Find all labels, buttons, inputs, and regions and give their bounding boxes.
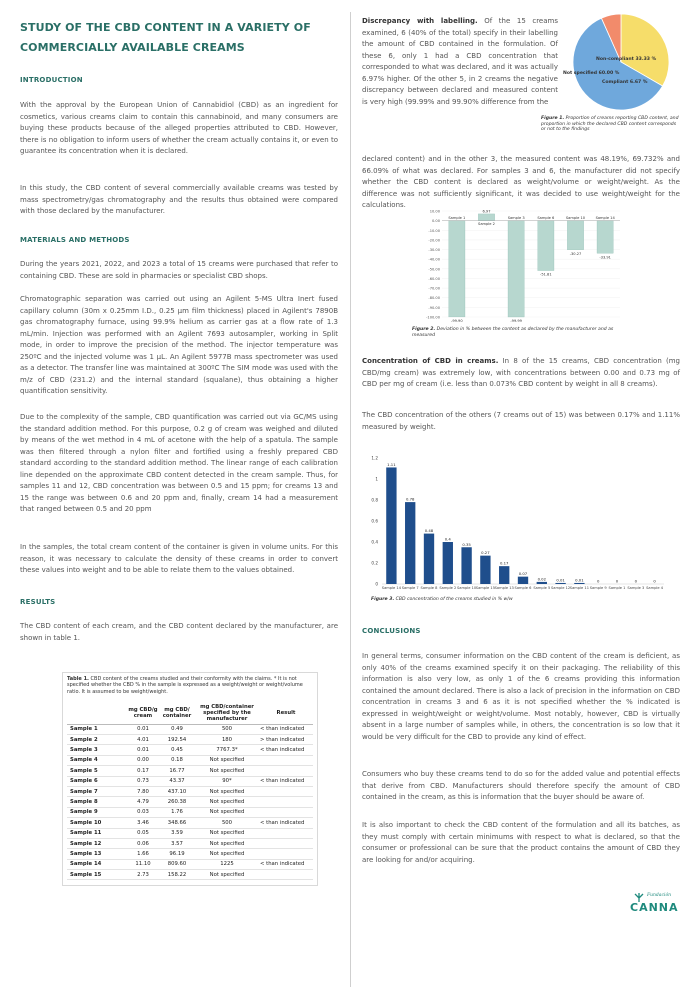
bar-value-label: 0.27	[481, 550, 490, 556]
table-cell: 158.22	[159, 870, 195, 880]
table-cell: 0.17	[127, 766, 159, 776]
table-cell: 0.00	[127, 755, 159, 765]
bar-value-label: -99.90	[451, 318, 463, 323]
logo-title: CANNA	[630, 901, 679, 914]
methods-paragraph-3: Due to the complexity of the sample, CBD quantification was carried out via GC/MS using the standard addition method. For this purpose, 0.2 g of cream was weighed and diluted by means of the wet method in 4 mL of acetone with the help of a spatula. The sample was then filtered through a nylon filter and fortified using a freshly prepared CBD standard according to the standard addition method. The linear range of each calibration line depended on the approximate CBD content detected in the cream sample. Thus, for samples 11 and 12, CBD concentration was between 0.5 and 15 ppm; for creams 13 and 15 the range was between 0.6 and 20 ppm and, finally, cream 14 had a measurement that ranged between 0.5 and 20 ppm	[20, 413, 338, 513]
x-category-label: Sample 14	[381, 586, 402, 590]
x-category-label: Sample 10	[565, 216, 586, 221]
table-cell: 0.18	[159, 755, 195, 765]
y-tick-label: 0.00	[431, 219, 440, 224]
table-cell: 809.60	[159, 859, 195, 869]
bar-value-label: -30.27	[569, 251, 582, 256]
table-cell: 43.37	[159, 776, 195, 786]
row-label: Sample 15	[67, 870, 127, 880]
table-cell: 1.76	[159, 807, 195, 817]
figure-1-pie-chart	[558, 10, 684, 120]
discrepancy-lead: Discrepancy with labelling.	[362, 17, 478, 25]
table-cell: 0.73	[127, 776, 159, 786]
x-category-label: Sample 3	[627, 586, 645, 590]
deviation-bar	[508, 221, 524, 317]
table-row	[67, 849, 313, 859]
x-category-label: Sample 10	[456, 586, 477, 590]
x-category-label: Sample 1	[608, 586, 626, 590]
y-tick-label: -70.00	[428, 286, 440, 291]
table-cell: 0.01	[127, 724, 159, 734]
row-label: Sample 12	[67, 838, 127, 848]
table-row	[67, 797, 313, 807]
methods-heading: MATERIALS AND METHODS	[20, 236, 130, 244]
table-cell: 0.45	[159, 745, 195, 755]
bar-value-label: 0.17	[499, 560, 509, 566]
bar-value-label: 0.78	[405, 496, 415, 502]
y-tick-label: -20.00	[428, 238, 440, 243]
bar-value-label: -33.91	[599, 255, 611, 260]
bar-value-label: 6.97	[482, 209, 491, 214]
table-cell: 7.80	[127, 786, 159, 796]
bar-value-label: 0.01	[575, 577, 584, 583]
x-category-label: Sample 15	[475, 586, 496, 590]
x-category-label: Sample 2	[478, 221, 495, 226]
table-cell: 0.49	[159, 724, 195, 734]
table-cell: < than indicated	[259, 745, 313, 755]
row-label: Sample 3	[67, 745, 127, 755]
x-category-label: Sample 14	[595, 216, 615, 221]
table-cell: < than indicated	[259, 859, 313, 869]
concentration-text: In 8 of the 15 creams, CBD concentration (mg CBD/mg cream) was extremely low, with concentrations between 0.00 and 0.73 mg of CBD per mg of cream (i.e. less than 0.073% CBD content by weight in all 8 creams).	[362, 357, 680, 388]
figure-1-caption	[541, 116, 681, 133]
logo-subtitle: Fundación	[647, 893, 672, 898]
figure-3-caption-label: Figure 3.	[371, 597, 395, 602]
y-tick-label: -40.00	[428, 257, 440, 262]
table-cell: 3.46	[127, 818, 159, 828]
table-cell: 180	[195, 735, 259, 745]
table-cell: Not specified	[195, 786, 259, 796]
methods-paragraph-1: During the years 2021, 2022, and 2023 a total of 15 creams were purchased that refer to containing CBD. These are sold in pharmacies or specialist CBD shops.	[20, 260, 338, 280]
bar-value-label: -51.81	[540, 272, 552, 277]
table-cell: 0.05	[127, 828, 159, 838]
row-label: Sample 8	[67, 797, 127, 807]
x-category-label: Sample 6	[514, 586, 532, 590]
y-tick-label: -50.00	[428, 267, 440, 272]
bar-value-label: 0	[615, 578, 619, 584]
table-cell: Not specified	[195, 870, 259, 880]
y-tick-label: -60.00	[428, 276, 440, 281]
y-tick-label: 1	[375, 476, 378, 482]
table-cell	[259, 786, 313, 796]
bar-value-label: 0.01	[556, 577, 565, 583]
results-paragraph-1: The CBD content of each cream, and the CBD content declared by the manufacturer, are shown in table 1.	[20, 622, 338, 642]
discrepancy-paragraph-cont: declared content) and in the other 3, the measured content was 48.19%, 69.732% and 66.09% of what was declared. For samples 3 and 6, the manufacturer did not specify whether the CBD content is declared as weight/volume or weight/weight. As the difference was not sufficiently significant, it was decided to use weight/weight for the calculations.	[362, 155, 680, 209]
figure-1-caption-text: Proportion of creams reporting CBD content, and proportion in which the declared CBD content corresponds or not to the findings	[541, 116, 679, 133]
table-cell: 500	[195, 724, 259, 734]
row-label: Sample 4	[67, 755, 127, 765]
concentration-bar	[480, 556, 490, 584]
x-category-label: Sample 12	[550, 586, 571, 590]
cbd-table	[67, 703, 313, 880]
intro-paragraph-1: With the approval by the European Union of Cannabidiol (CBD) as an ingredient for cosmetics, various creams claim to contain this cannabinoid, and many consumers are buying these products because of the alleged properties attributed to CBD. However, there is no obligation to inform users of whether the cream actually contains it, or even to guarantee its concentration when it is declared.	[20, 101, 338, 155]
x-category-label: Sample 3	[507, 216, 525, 221]
table-1-caption-text: CBD content of the creams studied and their conformity with the claims. * It is not specified whether the CBD % in the sample is expressed as a weight/weight or weight/volume ratio. It is assumed to be weight/weight.	[67, 676, 303, 695]
table-cell: 3.59	[159, 828, 195, 838]
table-cell: 0.01	[127, 745, 159, 755]
y-tick-label: 10.00	[429, 209, 440, 214]
y-tick-label: -10.00	[428, 228, 440, 233]
table-cell: 1225	[195, 859, 259, 869]
bar-value-label: 0	[596, 578, 600, 584]
table-cell: 16.77	[159, 766, 195, 776]
table-cell: 3.57	[159, 838, 195, 848]
table-1-caption	[67, 676, 313, 695]
pie-label: Non-compliant 33.33 %	[596, 57, 657, 62]
row-label: Sample 7	[67, 786, 127, 796]
deviation-bar	[567, 221, 583, 250]
table-cell: < than indicated	[259, 818, 313, 828]
concentration-bar	[461, 547, 471, 584]
concentration-bar	[424, 534, 434, 584]
table-header: Result	[259, 703, 313, 724]
methods-paragraph-4: In the samples, the total cream content of the container is given in volume units. For this reason, it was necessary to calculate the density of these creams in order to convert these values into weight and to be able to relate them to the values obtained.	[20, 543, 338, 574]
fundacion-canna-logo	[630, 893, 690, 933]
intro-heading: INTRODUCTION	[20, 76, 83, 84]
row-label: Sample 13	[67, 849, 127, 859]
x-category-label: Sample 5	[533, 586, 551, 590]
table-cell	[259, 838, 313, 848]
row-label: Sample 14	[67, 859, 127, 869]
column-divider	[350, 12, 351, 987]
y-tick-label: -80.00	[428, 296, 440, 301]
table-cell: Not specified	[195, 797, 259, 807]
page-title	[20, 18, 320, 58]
y-tick-label: 1.2	[371, 455, 378, 461]
table-row	[67, 786, 313, 796]
x-category-label: Sample 8	[420, 586, 438, 590]
bar-value-label: 0.02	[537, 576, 547, 582]
table-cell	[259, 849, 313, 859]
table-cell: < than indicated	[259, 724, 313, 734]
row-label: Sample 10	[67, 818, 127, 828]
table-cell: Not specified	[195, 849, 259, 859]
table-header: mg CBD/g cream	[127, 703, 159, 724]
concentration-bar	[443, 542, 453, 584]
y-tick-label: 0	[375, 581, 378, 587]
table-cell	[259, 766, 313, 776]
y-tick-label: 0.4	[371, 539, 378, 545]
table-cell	[259, 755, 313, 765]
y-tick-label: 0.8	[371, 497, 378, 503]
table-cell: 96.19	[159, 849, 195, 859]
x-category-label: Sample 6	[537, 216, 555, 221]
table-cell: 437.10	[159, 786, 195, 796]
bar-value-label: 0	[634, 578, 638, 584]
discrepancy-text: Of the 15 creams examined, 6 (40% of the total) specify in their labelling the amount of CBD contained in the formulation. Of these 6, only 1 had a CBD concentration that corresponded to what was declared, and it was actually 6.97% higher. Of the other 5, in 2 creams the negative discrepancy between declared and measured content is very high (99.99% and 99.90% difference from the	[362, 17, 558, 106]
table-cell: 260.38	[159, 797, 195, 807]
deviation-bar	[449, 221, 465, 317]
title-line-1: STUDY OF THE CBD CONTENT IN A VARIETY OF	[20, 21, 311, 34]
table-cell: 4.79	[127, 797, 159, 807]
table-cell: 11.10	[127, 859, 159, 869]
conclusions-paragraph-1: In general terms, consumer information on the CBD content of the cream is deficient, as only 40% of the creams examined specify it on their packaging. The reliability of this information is also very low, as only 1 of the 6 creams providing this information contained the amount declared. There is also a lack of precision in the information on CBD concentration in creams 3 and 6 as it is not specified whether the % indicated is expressed in weight/weight or weight/volume. Most notably, however, CBD is virtually absent in a large number of samples while, in others, the concentration is so low that it would be very difficult for the CBD to provide any kind of effect.	[362, 652, 680, 741]
table-cell: 348.66	[159, 818, 195, 828]
conclusions-heading: CONCLUSIONS	[362, 627, 421, 635]
concentration-paragraph-2: The CBD concentration of the others (7 creams out of 15) was between 0.17% and 1.11% measured by weight.	[362, 411, 680, 431]
table-cell: 500	[195, 818, 259, 828]
table-cell: Not specified	[195, 766, 259, 776]
title-line-2: COMMERCIALLY AVAILABLE CREAMS	[20, 41, 245, 54]
table-cell: Not specified	[195, 807, 259, 817]
table-cell	[259, 807, 313, 817]
deviation-bar	[597, 221, 613, 254]
conclusions-paragraph-3: It is also important to check the CBD content of the formulation and all its batches, as they must comply with certain minimums with respect to what is declared, so that the consumer or professional can be sure that the product contains the amount of CBD they are looking for and/or acquiring.	[362, 821, 680, 864]
figure-2-caption-text: Deviation in % between the content as declared by the manufacturer and as measured	[412, 327, 614, 338]
table-header: mg CBD/ container	[159, 703, 195, 724]
table-cell: 0.03	[127, 807, 159, 817]
y-tick-label: -90.00	[428, 305, 440, 310]
discrepancy-paragraph	[362, 16, 558, 108]
table-cell: 0.06	[127, 838, 159, 848]
row-label: Sample 6	[67, 776, 127, 786]
table-cell	[259, 797, 313, 807]
table-row	[67, 807, 313, 817]
figure-2-caption	[412, 327, 637, 338]
x-category-label: Sample 9	[589, 586, 607, 590]
table-row	[67, 870, 313, 880]
table-row	[67, 828, 313, 838]
bar-value-label: 0	[653, 578, 656, 584]
row-label: Sample 9	[67, 807, 127, 817]
table-row	[67, 859, 313, 869]
table-cell: Not specified	[195, 755, 259, 765]
table-row	[67, 755, 313, 765]
concentration-bar	[386, 467, 396, 584]
table-cell: 90*	[195, 776, 259, 786]
row-label: Sample 11	[67, 828, 127, 838]
table-row	[67, 724, 313, 734]
pie-label: Compliant 6.67 %	[602, 80, 648, 85]
table-1-box	[62, 672, 318, 886]
figure-2-deviation-chart	[420, 205, 625, 325]
concentration-bar	[499, 566, 509, 584]
row-label: Sample 1	[67, 724, 127, 734]
x-category-label: Sample 4	[646, 586, 664, 590]
bar-value-label: 0.48	[424, 528, 434, 534]
y-tick-label: -100.00	[426, 315, 440, 320]
y-tick-label: 0.2	[371, 560, 378, 566]
intro-paragraph-2: In this study, the CBD content of several commercially available creams was tested by mass spectrometry/gas chromatography and the results thus obtained were compared with those declared by the manufacturer.	[20, 184, 338, 215]
concentration-bar	[574, 583, 584, 584]
table-cell: 7767.3*	[195, 745, 259, 755]
x-category-label: Sample 2	[439, 586, 457, 590]
bar-value-label: 1.11	[387, 461, 396, 467]
table-cell: 2.73	[127, 870, 159, 880]
concentration-bar	[537, 582, 547, 584]
x-category-label: Sample 13	[494, 586, 514, 590]
table-cell: 192.54	[159, 735, 195, 745]
table-cell	[259, 870, 313, 880]
figure-3-caption	[371, 597, 571, 603]
table-row	[67, 735, 313, 745]
conclusions-paragraph-2: Consumers who buy these creams tend to do so for the added value and potential effects that derive from CBD. Manufacturers should therefore specify the amount of CBD contained in the cream, as this is information that the buyer should be aware of.	[362, 770, 680, 801]
concentration-paragraph-1	[362, 356, 680, 391]
table-cell: Not specified	[195, 828, 259, 838]
bar-value-label: 0.07	[518, 571, 528, 577]
table-header: mg CBD/container specified by the manufacturer	[195, 703, 259, 724]
table-cell: Not specified	[195, 838, 259, 848]
table-cell: 1.66	[127, 849, 159, 859]
table-1-caption-label: Table 1.	[67, 676, 89, 682]
concentration-bar	[555, 583, 565, 584]
pie-label: Not specified 60.00 %	[563, 71, 620, 76]
deviation-bar	[538, 221, 554, 271]
concentration-bar	[518, 577, 528, 584]
row-label: Sample 5	[67, 766, 127, 776]
concentration-lead: Concentration of CBD in creams.	[362, 357, 499, 365]
table-row	[67, 818, 313, 828]
table-cell: 4.01	[127, 735, 159, 745]
table-row	[67, 766, 313, 776]
table-row	[67, 745, 313, 755]
y-tick-label: 0.6	[371, 518, 378, 524]
methods-paragraph-2: Chromatographic separation was carried out using an Agilent 5-MS Ultra Inert fused capillary column (30m x 0.25mm I.D., 0.25 µm film thickness) placed in Agilent's 7890B gas chromatography furnace, using 99.9% helium as carrier gas at a flow rate of 1.3 mL/min. Injection was performed with an Agilent 7693 autosampler, working in Split mode, in order to improve the precision of the method. The injector temperature was 250ºC and the injected volume was 1 µL. An Agilent 5977B mass spectrometer was used as a detector. The transfer line was maintained at 300ºC The SIM mode was used with the m/z of CBD (231.2) and the internal standard (squalane), thus obtaining a higher quantification sensitivity.	[20, 295, 338, 395]
table-row	[67, 838, 313, 848]
deviation-bar	[478, 214, 494, 221]
figure-3-caption-text: CBD concentration of the creams studied in % w/w	[394, 597, 513, 602]
table-cell: > than indicated	[259, 735, 313, 745]
concentration-bar	[405, 502, 415, 584]
figure-2-caption-label: Figure 2.	[412, 327, 436, 332]
bar-value-label: 0.35	[462, 541, 471, 547]
row-label: Sample 2	[67, 735, 127, 745]
results-heading: RESULTS	[20, 598, 56, 606]
table-header	[67, 703, 127, 724]
figure-3-concentration-chart	[368, 452, 668, 598]
table-header-row	[67, 703, 313, 724]
x-category-label: Sample 11	[569, 586, 590, 590]
x-category-label: Sample 7	[401, 586, 419, 590]
bar-value-label: -99.99	[510, 318, 522, 323]
y-tick-label: -30.00	[428, 248, 440, 253]
table-cell	[259, 828, 313, 838]
bar-value-label: 0.4	[444, 536, 451, 542]
figure-1-caption-label: Figure 1.	[541, 116, 565, 121]
table-cell: < than indicated	[259, 776, 313, 786]
x-category-label: Sample 1	[448, 216, 466, 221]
table-row	[67, 776, 313, 786]
